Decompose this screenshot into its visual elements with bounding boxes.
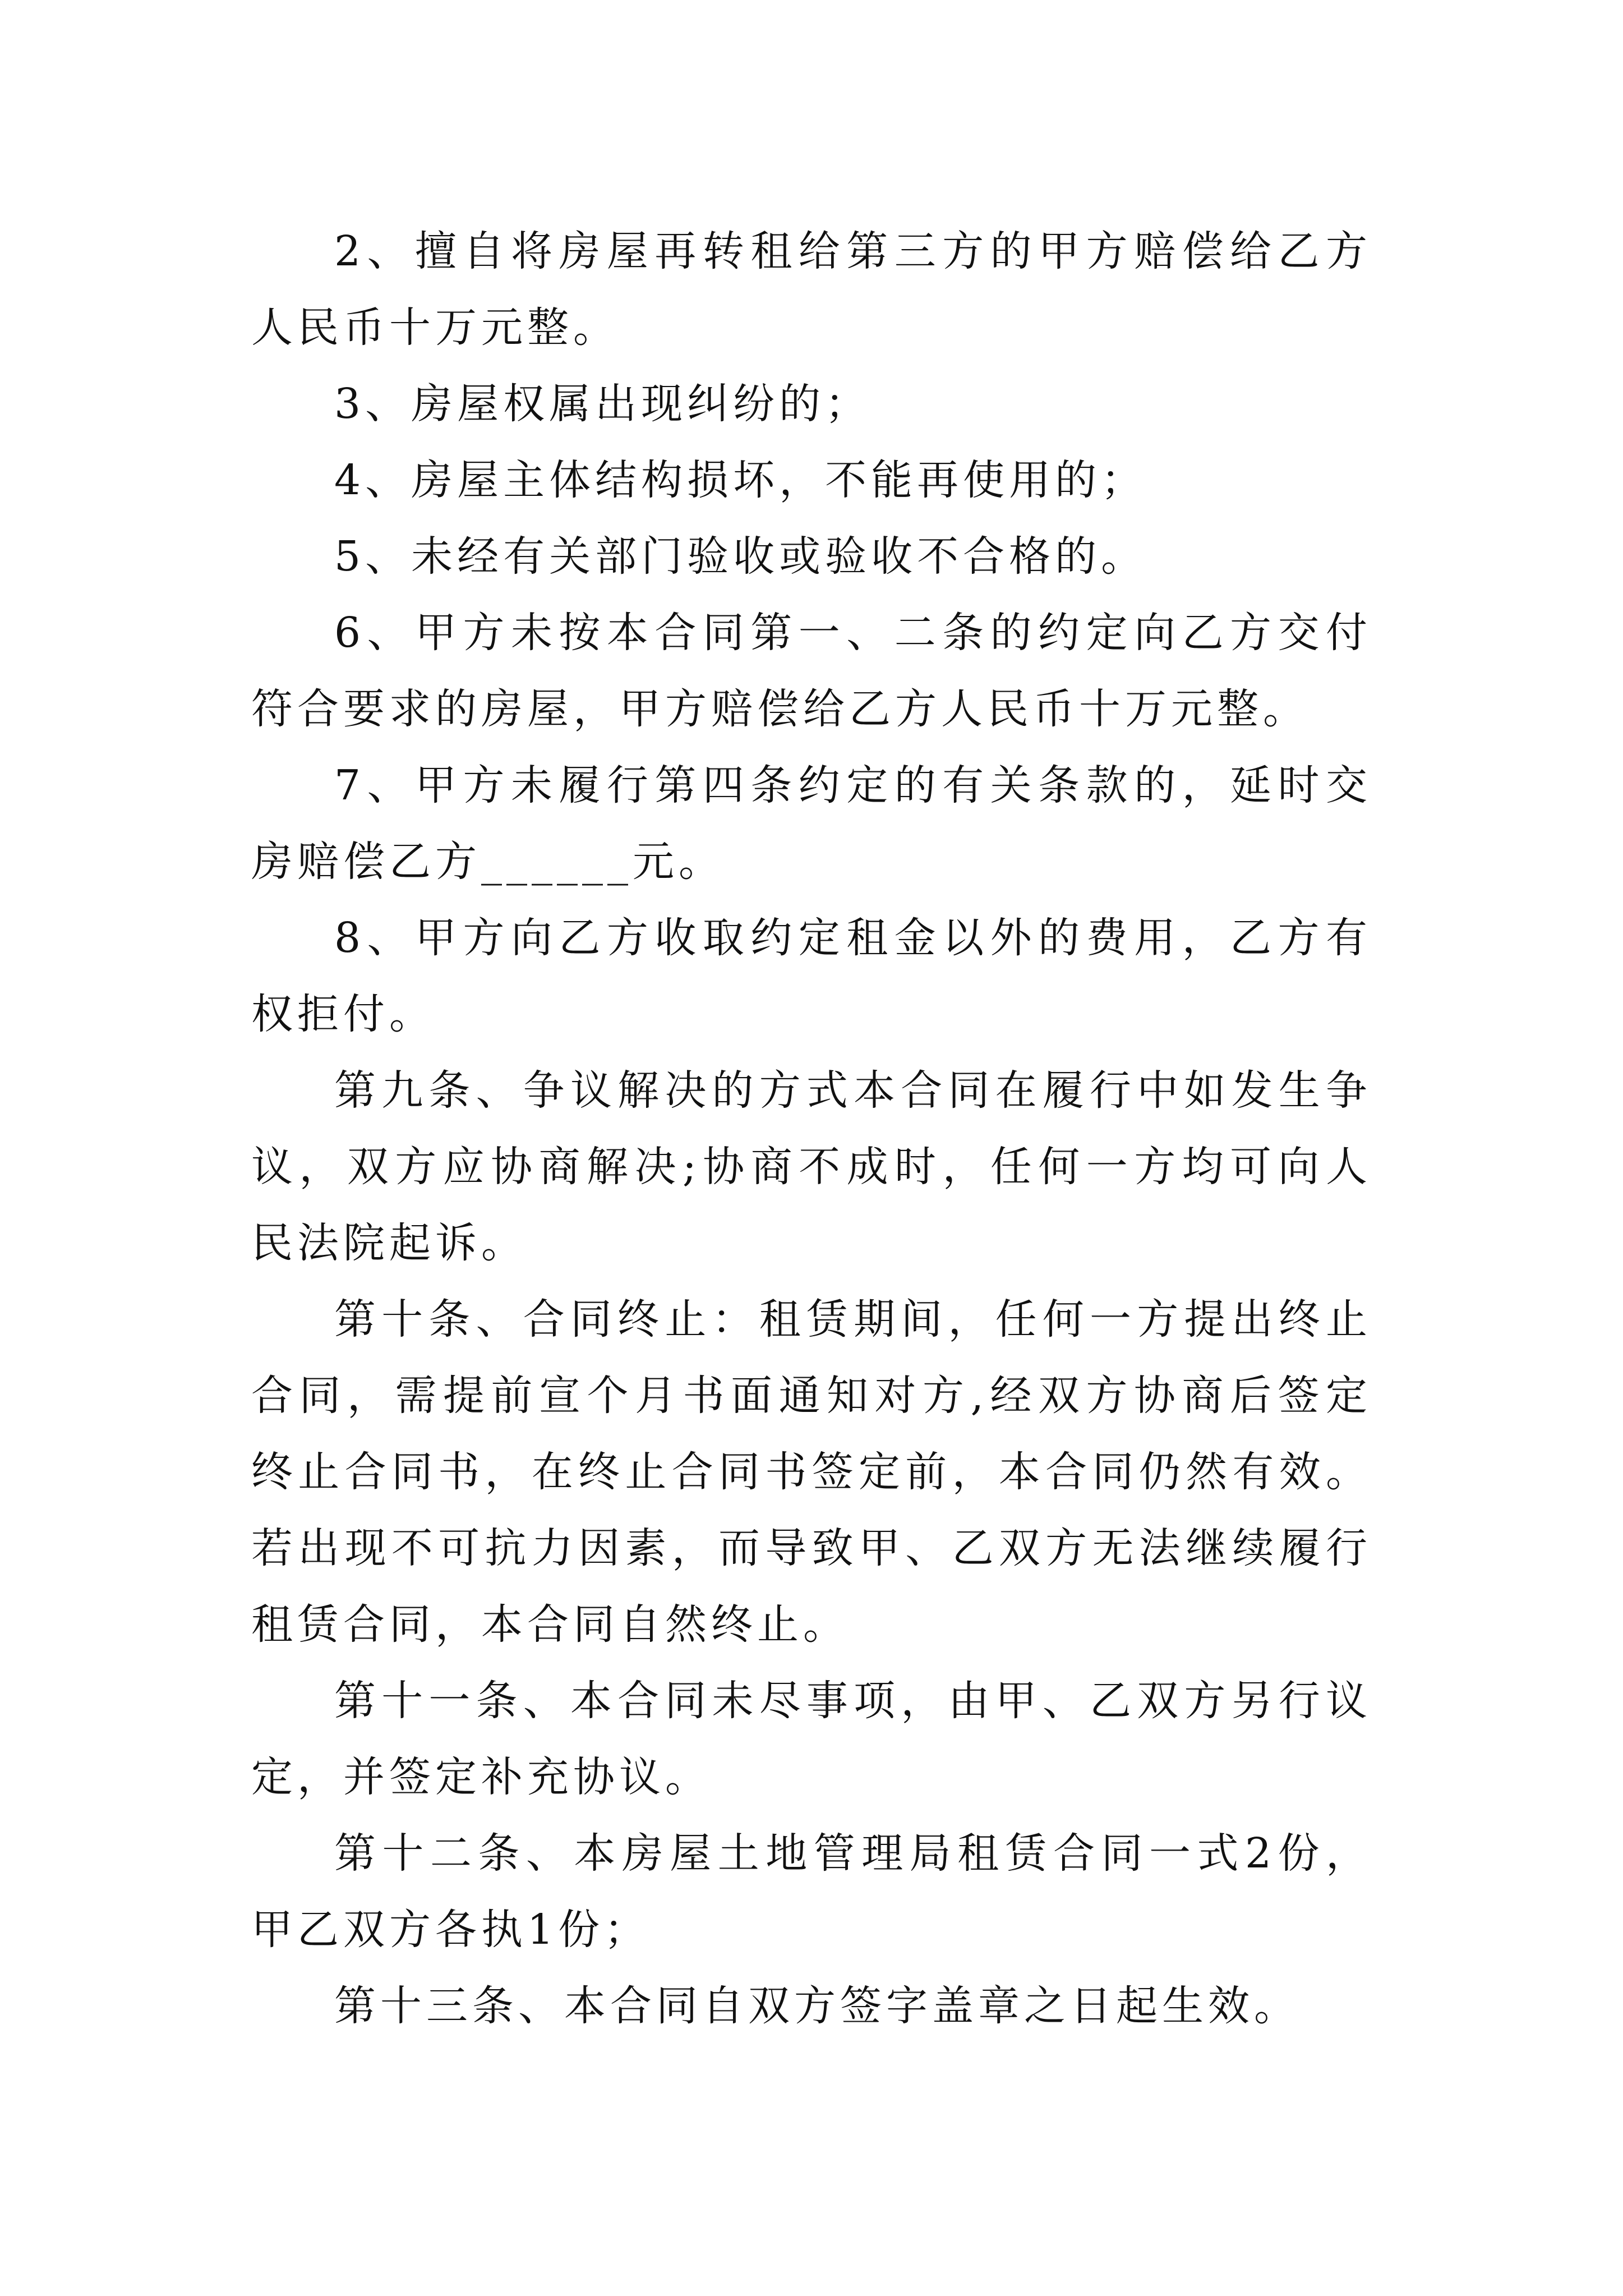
clause-5: 5、未经有关部门验收或验收不合格的。 <box>334 532 1147 581</box>
article-9-dispute-resolution: 第九条、争议解决的方式本合同在履行中如发生争议，双方应协商解决;协商不成时，任何一方均可向人民法院起诉。 <box>251 1066 1372 1267</box>
clause-7: 7、甲方未履行第四条约定的有关条款的，延时交房赔偿乙方______元。 <box>251 761 1372 886</box>
clause-2: 2、擅自将房屋再转租给第三方的甲方赔偿给乙方人民币十万元整。 <box>251 227 1372 352</box>
clause-8: 8、甲方向乙方收取约定租金以外的费用，乙方有权拒付。 <box>251 914 1372 1038</box>
clause-3: 3、房屋权属出现纠纷的； <box>334 380 872 428</box>
article-12-copies: 第十二条、本房屋土地管理局租赁合同一式2份，甲乙双方各执1份； <box>251 1829 1372 1954</box>
document-body <box>251 213 1372 2044</box>
clause-6: 6、甲方未按本合同第一、二条的约定向乙方交付符合要求的房屋，甲方赔偿给乙方人民币十万元整。 <box>251 609 1372 733</box>
article-11-supplementary: 第十一条、本合同未尽事项，由甲、乙双方另行议定，并签定补充协议。 <box>251 1677 1372 1801</box>
clause-4: 4、房屋主体结构损坏，不能再使用的； <box>334 456 1147 504</box>
article-13-effective: 第十三条、本合同自双方签字盖章之日起生效。 <box>334 1982 1300 2030</box>
article-10-termination: 第十条、合同终止：租赁期间，任何一方提出终止合同，需提前宣个月书面通知对方,经双方协商后签定终止合同书，在终止合同书签定前，本合同仍然有效。若出现不可抗力因素，而导致甲、乙双方无法继续履行租赁合同，本合同自然终止。 <box>251 1295 1372 1649</box>
